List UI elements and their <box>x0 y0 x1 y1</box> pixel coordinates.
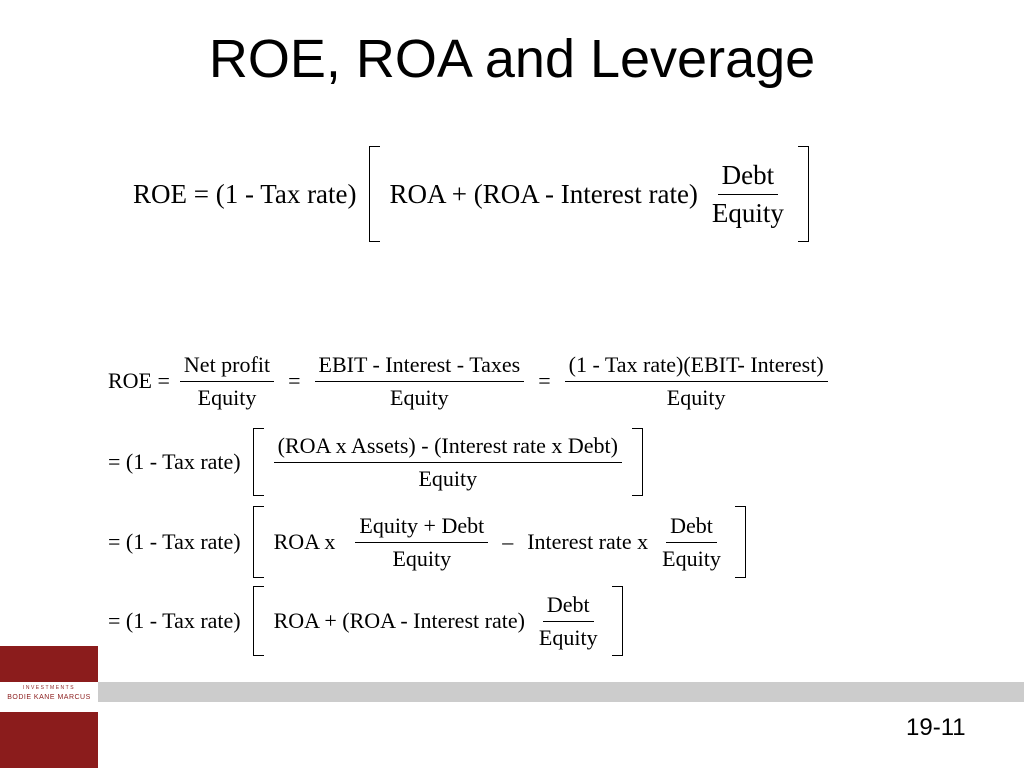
numerator: Debt <box>718 160 778 195</box>
denominator: Equity <box>666 384 726 410</box>
denominator: Equity <box>418 465 478 491</box>
numerator: (1 - Tax rate)(EBIT- Interest) <box>565 352 828 382</box>
numerator: Equity + Debt <box>355 513 488 543</box>
right-bracket <box>612 586 623 656</box>
fraction-after-tax-equity <box>565 352 828 411</box>
fraction-roa-assets-equity <box>274 433 622 492</box>
left-bracket <box>369 146 380 242</box>
fraction-net-profit-equity <box>180 352 274 411</box>
eq3-lhs: = (1 - Tax rate) <box>108 449 241 474</box>
denominator: Equity <box>662 545 721 571</box>
numerator: Net profit <box>180 352 274 382</box>
left-bracket <box>253 586 264 656</box>
denominator: Equity <box>538 624 598 650</box>
publisher-logo <box>0 646 98 768</box>
right-bracket <box>735 506 746 578</box>
minus-sign: – <box>502 529 514 554</box>
numerator: Debt <box>543 592 594 622</box>
denominator: Equity <box>197 384 257 410</box>
left-bracket <box>253 506 264 578</box>
logo-strip <box>0 682 98 712</box>
numerator: Debt <box>666 513 717 543</box>
equation-roe-derivation-3 <box>108 506 746 578</box>
denominator: Equity <box>711 197 784 228</box>
eq4-roa: ROA x <box>273 529 336 554</box>
slide-number: 19-11 <box>906 714 966 741</box>
fraction-equity-debt-equity <box>355 513 488 572</box>
eq4-interest-rate: Interest rate x <box>527 529 649 554</box>
logo-line-authors: BODIE KANE MARCUS <box>7 694 91 701</box>
equation-roe-derivation-1 <box>108 350 828 412</box>
footer-band <box>98 682 1024 702</box>
equals-sign: = <box>288 368 301 393</box>
eq5-inner: ROA + (ROA - Interest rate) <box>273 608 525 633</box>
equation-roe-summary <box>133 146 809 242</box>
fraction-debt-equity <box>708 160 788 229</box>
fraction-ebit-equity <box>315 352 525 411</box>
eq5-lhs: = (1 - Tax rate) <box>108 608 241 633</box>
eq4-lhs: = (1 - Tax rate) <box>108 529 241 554</box>
right-bracket <box>632 428 643 496</box>
eq1-lhs: ROE = (1 - Tax rate) <box>133 178 357 209</box>
denominator: Equity <box>392 545 452 571</box>
equation-roe-derivation-2 <box>108 428 643 496</box>
equation-roe-derivation-4 <box>108 586 623 656</box>
left-bracket <box>253 428 264 496</box>
numerator: EBIT - Interest - Taxes <box>315 352 525 382</box>
equals-sign: = <box>538 368 551 393</box>
logo-line-investments: INVESTMENTS <box>22 685 76 691</box>
right-bracket <box>798 146 809 242</box>
numerator: (ROA x Assets) - (Interest rate x Debt) <box>274 433 622 463</box>
denominator: Equity <box>390 384 449 410</box>
fraction-debt-equity <box>658 513 725 572</box>
eq1-inner: ROA + (ROA - Interest rate) <box>389 178 698 209</box>
eq2-lhs: ROE = <box>108 368 170 393</box>
slide-title: ROE, ROA and Leverage <box>208 29 816 89</box>
fraction-debt-equity <box>535 592 602 651</box>
